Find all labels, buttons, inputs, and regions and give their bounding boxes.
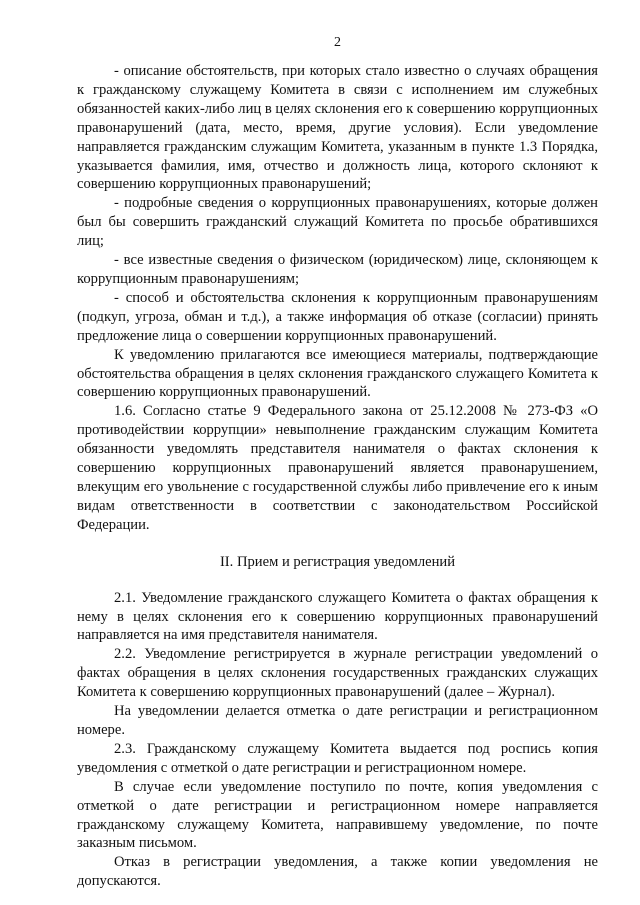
section-heading: II. Прием и регистрация уведомлений: [219, 553, 456, 570]
document-page: [77, 34, 598, 891]
paragraph: - способ и обстоятельства склонения к коррупционным правонарушениям (подкуп, угроза, обман и т.д.), а также информация об отказе (согласии) принять предложение лица о совершении коррупционных правонарушений.: [77, 289, 598, 344]
paragraph: 1.6. Согласно статье 9 Федерального закона от 25.12.2008 № 273-ФЗ «О противодействии коррупции» невыполнение гражданским служащим Комитета обязанности уведомлять представителя нанимателя о фактах склонения к совершению коррупционных правонарушений является правонарушением, влекущим его увольнение с государственной службы либо привлечение его к иным видам ответственности в соответствии с законодательством Российской Федерации.: [77, 403, 598, 533]
paragraph: 2.3. Гражданскому служащему Комитета выдается под роспись копия уведомления с отметкой о дате регистрации и регистрационном номере.: [77, 740, 598, 776]
paragraph: На уведомлении делается отметка о дате регистрации и регистрационном номере.: [77, 703, 598, 738]
paragraph: 2.1. Уведомление гражданского служащего Комитета о фактах обращения к нему в целях склонения его к совершению коррупционных правонарушений направляется на имя представителя нанимателя.: [77, 589, 598, 644]
paragraph: В случае если уведомление поступило по почте, копия уведомления с отметкой о дате регистрации и регистрационном номере направляется гражданскому служащему Комитета, направившему уведомление, по почте заказным письмом.: [77, 778, 598, 852]
paragraph: 2.2. Уведомление регистрируется в журнале регистрации уведомлений о фактах обращения в целях склонения государственных гражданских служащих Комитета к совершению коррупционных правонарушений (далее – Журнал).: [77, 646, 598, 701]
paragraph: К уведомлению прилагаются все имеющиеся материалы, подтверждающие обстоятельства обращения в целях склонения гражданского служащего Комитета к совершению коррупционных правонарушений.: [77, 346, 598, 401]
paragraph: Отказ в регистрации уведомления, а также копии уведомления не допускаются.: [77, 854, 598, 890]
page-number: 2: [334, 35, 341, 50]
paragraph: - все известные сведения о физическом (юридическом) лице, склоняющем к коррупционным правонарушениям;: [77, 252, 598, 287]
paragraph: - подробные сведения о коррупционных правонарушениях, которые должен был бы совершить гражданский служащий Комитета по просьбе обратившихся лиц;: [77, 195, 598, 250]
paragraph: - описание обстоятельств, при которых стало известно о случаях обращения к гражданскому служащему Комитета в связи с исполнением им служебных обязанностей каких-либо лиц в целях склонения его к совершению коррупционных правонарушений (дата, место, время, другие условия). Если уведомление направляется гражданским служащим Комитета, указанным в пункте 1.3 Порядка, указывается фамилия, имя, отчество и должность лица, которого склоняют к совершению коррупционных правонарушений;: [77, 63, 598, 193]
